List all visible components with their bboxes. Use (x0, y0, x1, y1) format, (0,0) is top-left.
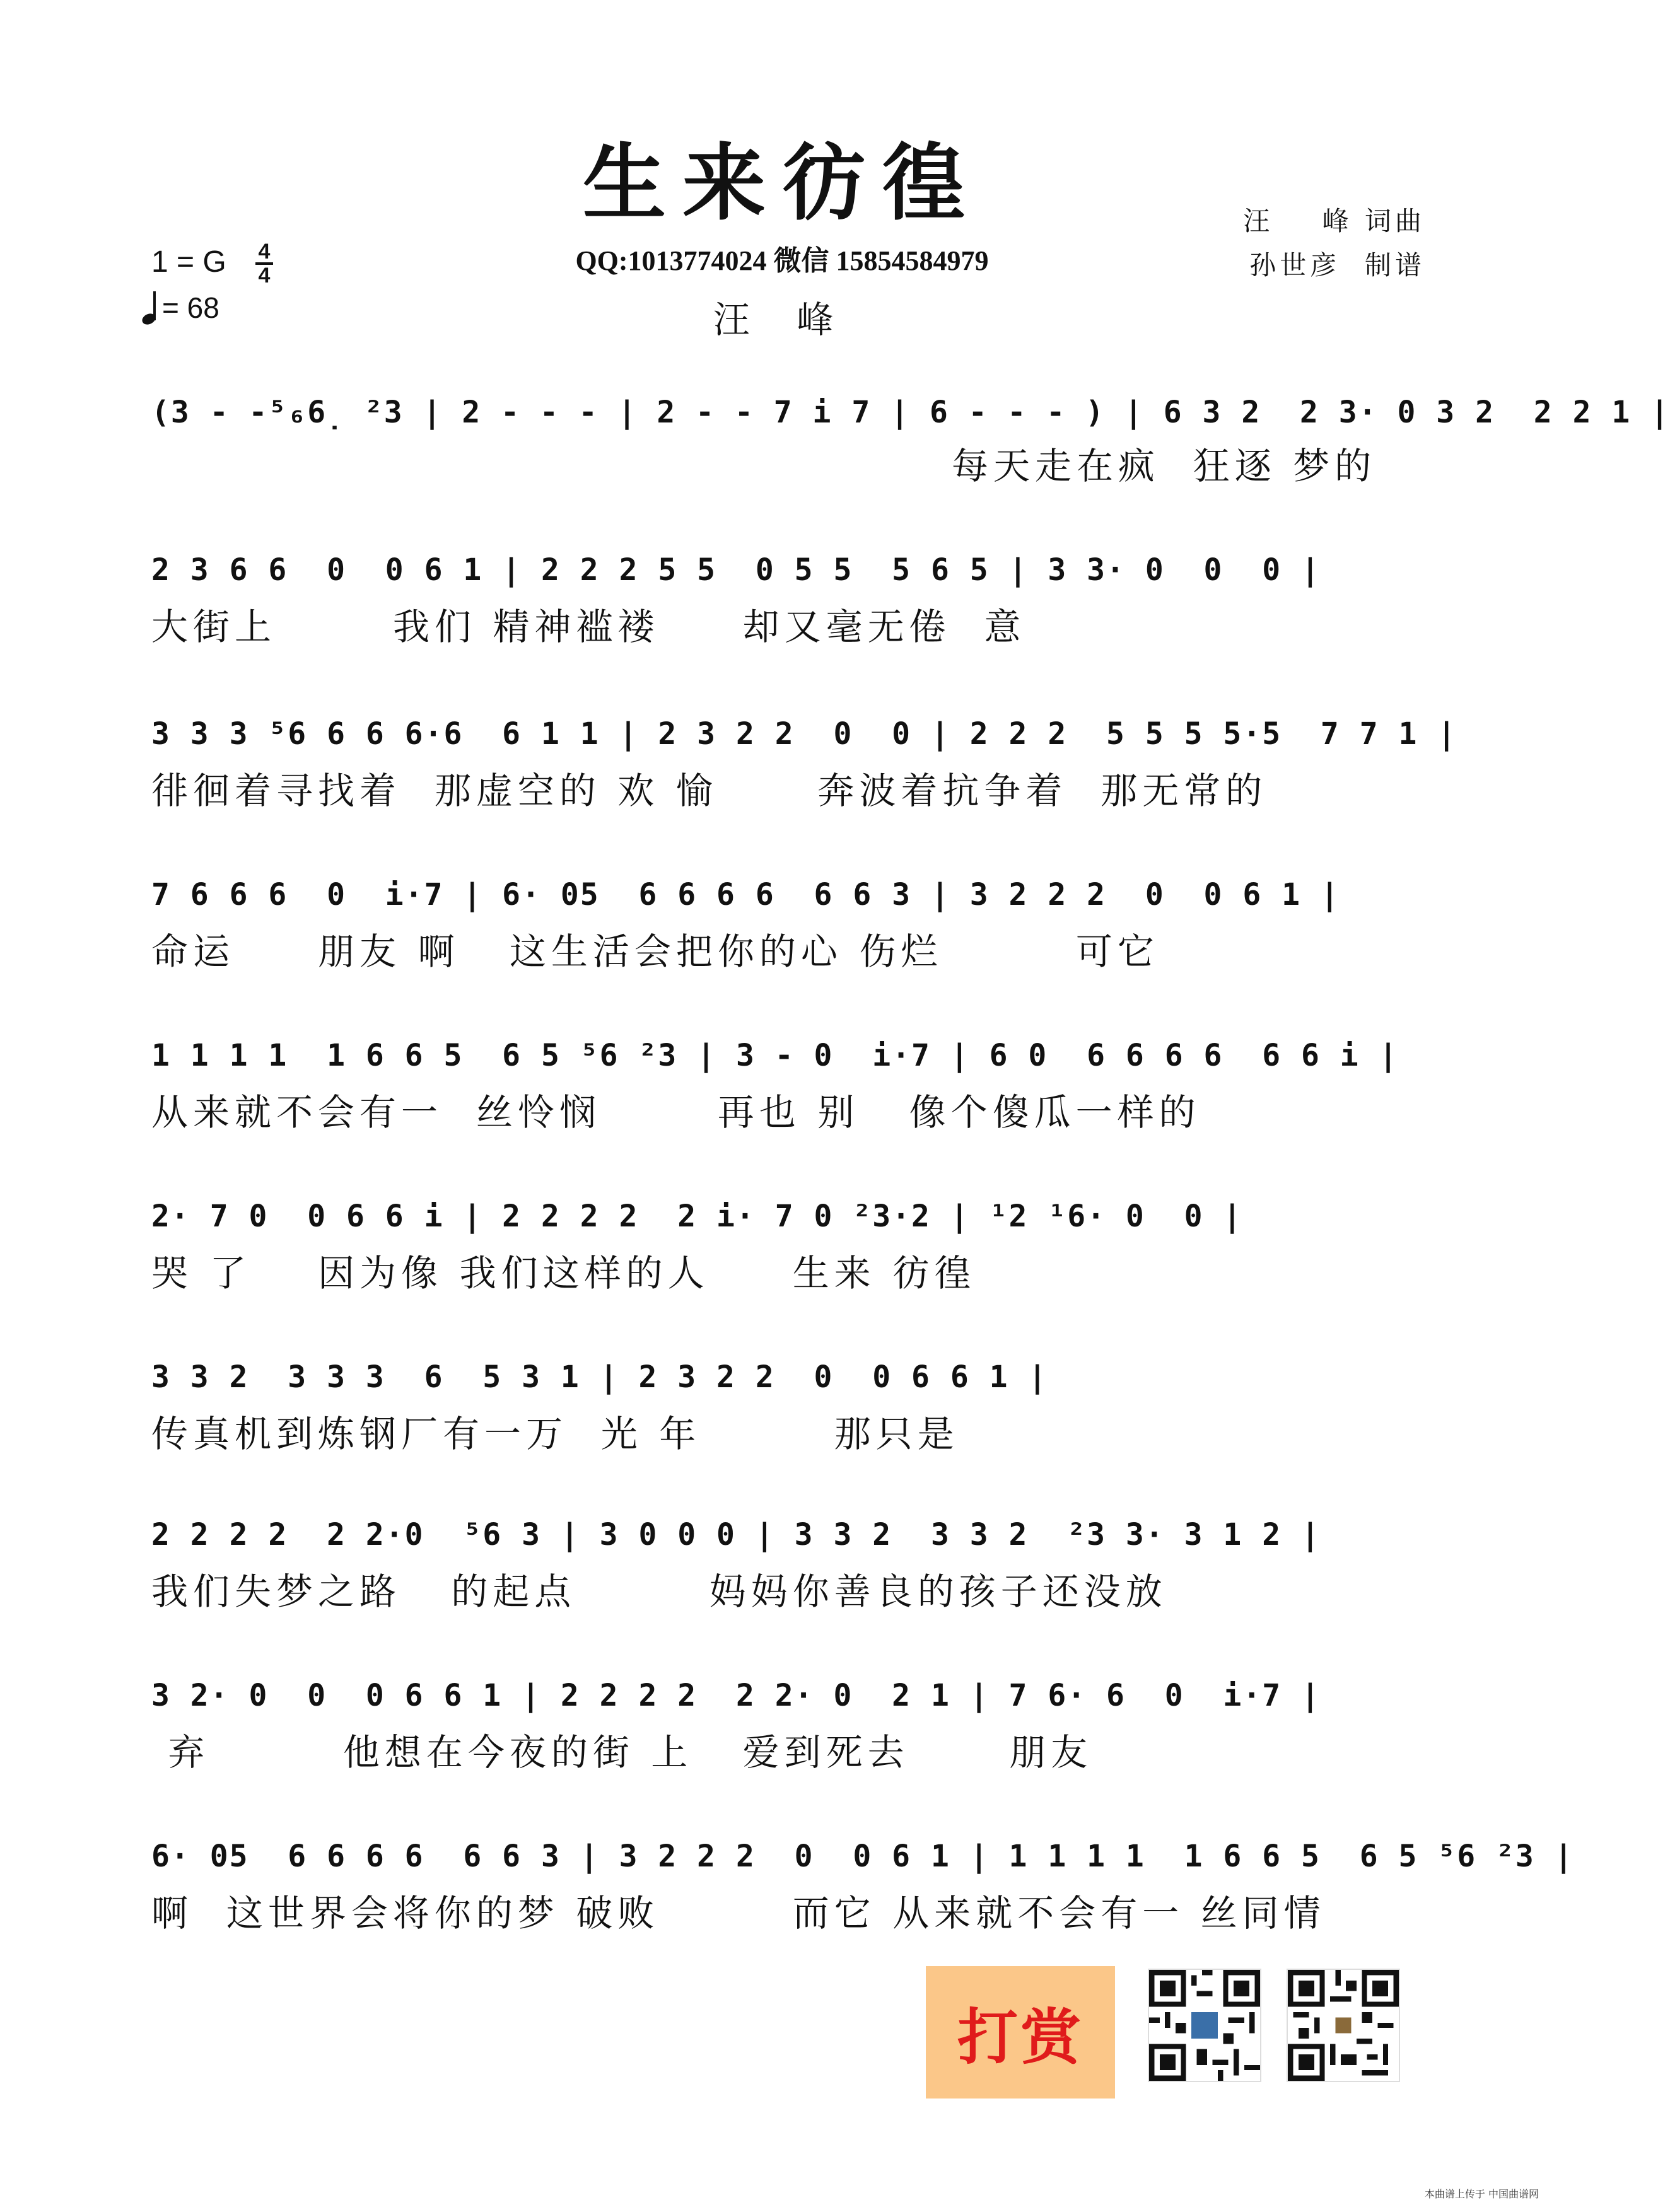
tempo-marking (142, 291, 219, 324)
score-lyrics-line-1: 每天走在疯 狂逐 梦的 (151, 445, 1377, 487)
score-notes-line-1: (3 - -⁵₆6̣ ²3 | 2 - - - | 2 - - 7 i 7 | 6 - - - ) | 6 3 2 2 3· 0 3 2 2 2 1 | (151, 395, 1670, 430)
score-lyrics-line-3: 徘徊着寻找着 那虚空的 欢 愉 奔波着抗争着 那无常的 (151, 769, 1268, 812)
score-lyrics-line-6: 哭 了 因为像 我们这样的人 生来 彷徨 (151, 1252, 976, 1295)
score-lyrics-line-2: 大街上 我们 精神褴褛 却又毫无倦 意 (151, 605, 1026, 648)
score-notes-line-6: 2· 7 0 0 6 6 i | 2 2 2 2 2 i· 7 0 ²3·2 | ¹2 ¹6· 0 0 | (151, 1199, 1243, 1234)
score-lyrics-line-10: 啊 这世界会将你的梦 破败 而它 从来就不会有一 丝同情 (151, 1892, 1326, 1935)
score-notes-line-2: 2 3 6 6 0 0 6 1 | 2 2 2 5 5 0 5 5 5 6 5 | 3 3· 0 0 0 | (151, 552, 1321, 588)
credit-transcribed: 孙世彦 制谱 (1249, 250, 1425, 281)
score-notes-line-5: 1 1 1 1 1 6 6 5 6 5 ⁵6 ²3 | 3 - 0 i·7 | 6 0 6 6 6 6 6 6 i | (151, 1038, 1399, 1073)
time-signature (255, 241, 273, 286)
credit-lyrics-music: 汪 峰 词曲 (1243, 206, 1425, 236)
score-notes-line-10: 6· 05 6 6 6 6 6 6 3 | 3 2 2 2 0 0 6 1 | 1 1 1 1 1 6 6 5 6 5 ⁵6 ²3 | (151, 1839, 1574, 1874)
score-lyrics-line-7: 传真机到炼钢厂有一万 光 年 那只是 (151, 1412, 959, 1455)
score-lyrics-line-8: 我们失梦之路 的起点 妈妈你善良的孩子还没放 (151, 1570, 1167, 1613)
score-notes-line-7: 3 3 2 3 3 3 6 5 3 1 | 2 3 2 2 0 0 6 6 1 | (151, 1359, 1048, 1395)
time-signature-bottom: 4 (258, 264, 271, 288)
key-signature: 1 = G (151, 245, 226, 279)
score-notes-line-4: 7 6 6 6 0 i·7 | 6· 05 6 6 6 6 6 6 3 | 3 2 2 2 0 0 6 1 | (151, 877, 1340, 912)
tempo-value: = 68 (162, 291, 219, 324)
score-lyrics-line-4: 命运 朋友 啊 这生活会把你的心 伤烂 可它 (151, 930, 1159, 973)
score-notes-line-9: 3 2· 0 0 0 6 6 1 | 2 2 2 2 2 2· 0 2 1 | 7 6· 6 0 i·7 | (151, 1678, 1321, 1713)
qr-code-icon (1287, 1969, 1400, 2082)
time-signature-top: 4 (258, 240, 271, 264)
song-title: 生来彷徨 (583, 134, 981, 232)
score-notes-line-3: 3 3 3 ⁵6 6 6 6·6 6 1 1 | 2 3 2 2 0 0 | 2 2 2 5 5 5 5·5 7 7 1 | (151, 716, 1457, 752)
score-lyrics-line-5: 从来就不会有一 丝怜悯 再也 别 像个傻瓜一样的 (151, 1091, 1201, 1134)
upload-note: 本曲谱上传于 中国曲谱网 (1424, 2188, 1539, 2200)
singer-name: 汪 峰 (713, 298, 851, 341)
qr-code-icon (1148, 1969, 1261, 2082)
quarter-note-icon (142, 291, 158, 324)
contact-info: QQ:1013774024 微信 15854584979 (575, 245, 989, 276)
score-lyrics-line-9: 弃 他想在今夜的街 上 爱到死去 朋友 (151, 1731, 1093, 1774)
reward-button[interactable]: 打赏 (926, 1966, 1115, 2098)
score-notes-line-8: 2 2 2 2 2 2·0 ⁵6 3 | 3 0 0 0 | 3 3 2 3 3 2 ²3 3· 3 1 2 | (151, 1517, 1321, 1552)
